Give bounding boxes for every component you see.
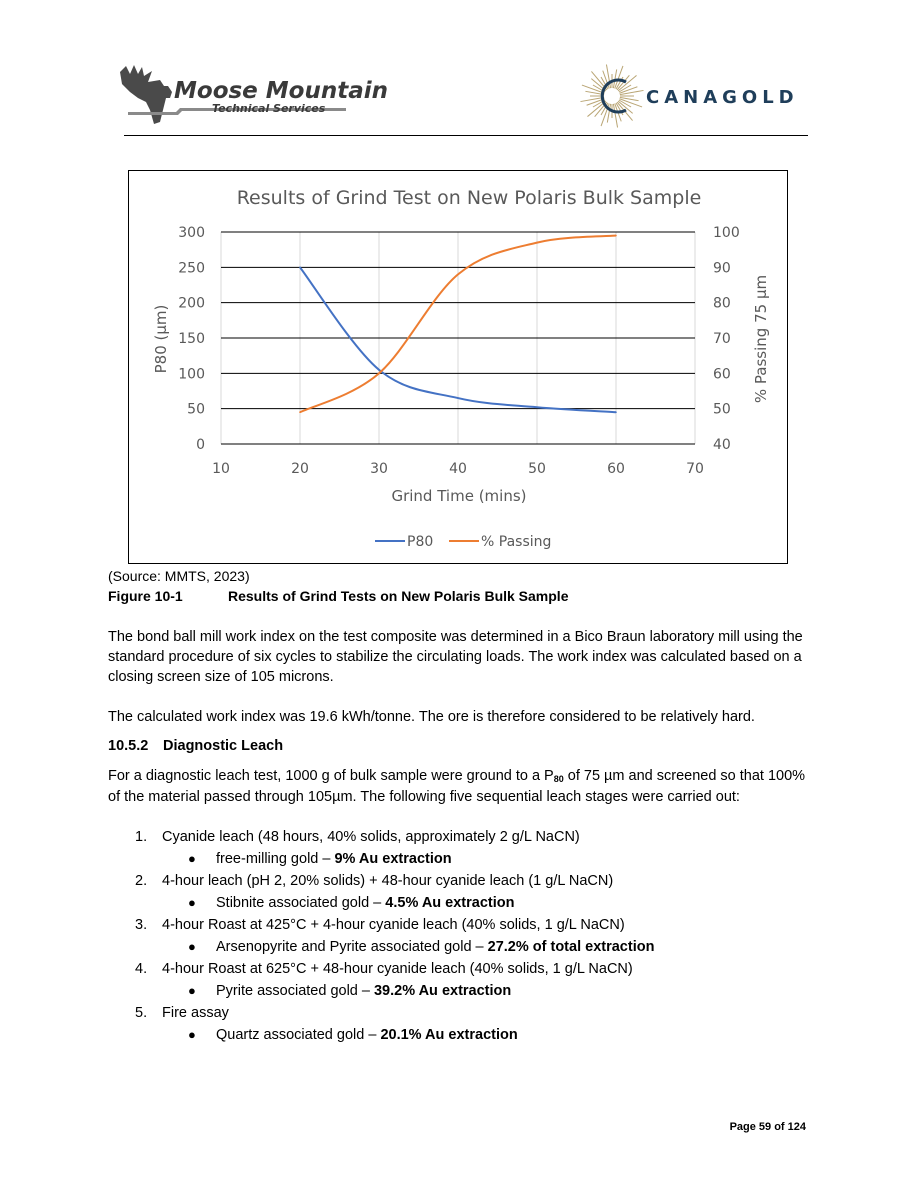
y2-tick-label: 90 [713, 260, 731, 277]
y-tick-label: 200 [178, 295, 205, 312]
bullet-icon: ● [188, 895, 196, 910]
y-tick-label: 100 [178, 366, 205, 383]
sunburst-icon [580, 64, 643, 127]
paragraph-work-index-result: The calculated work index was 19.6 kWh/tonne. The ore is therefore considered to be relatively hard. [108, 709, 755, 725]
data-point [615, 411, 617, 413]
stage-result-bullet [108, 848, 808, 870]
stage-text: Fire assay [162, 1005, 229, 1021]
bullet-icon: ● [188, 939, 196, 954]
canagold-logo [582, 62, 812, 130]
page-number: Page 59 of 124 [729, 1121, 806, 1133]
data-point [299, 267, 301, 269]
stage-item [108, 914, 808, 936]
bullet-text: Quartz associated gold – 20.1% Au extraction [216, 1027, 518, 1043]
moose-icon [120, 65, 172, 124]
bullet-icon: ● [188, 1027, 196, 1042]
bullet-text: Stibnite associated gold – 4.5% Au extraction [216, 895, 515, 911]
stage-item [108, 826, 808, 848]
data-point [299, 411, 301, 413]
paragraph-work-index-method: The bond ball mill work index on the test composite was determined in a Bico Braun laboratory mill using the standard procedure of six cycles to stabilize the circulating loads. The work index was calculated based on a closing screen size of 105 microns. [108, 629, 803, 685]
x-tick-label: 60 [607, 461, 625, 477]
moose-mountain-logo [116, 62, 388, 128]
x-axis-label: Grind Time (mins) [391, 487, 527, 505]
legend-label: % Passing [481, 534, 552, 550]
stage-item [108, 958, 808, 980]
p80-subscript: 80 [553, 774, 564, 784]
section-title: Diagnostic Leach [163, 738, 284, 754]
paragraph-diagnostic-leach [108, 766, 808, 807]
section-heading [108, 738, 283, 754]
logo-name: Moose Mountain [174, 78, 388, 104]
x-tick-label: 50 [528, 461, 546, 477]
data-point [457, 397, 459, 399]
data-point [457, 274, 459, 276]
chart-frame [128, 170, 788, 564]
bullet-text: free-milling gold – 9% Au extraction [216, 851, 452, 867]
stage-result-bullet [108, 892, 808, 914]
y-axis-label: P80 (µm) [152, 304, 170, 374]
y2-axis-label: % Passing 75 µm [752, 274, 770, 404]
y2-tick-label: 50 [713, 401, 731, 418]
bullet-icon: ● [188, 983, 196, 998]
logo-wordmark: CANAGOLD [646, 87, 799, 108]
y-tick-label: 300 [178, 225, 205, 241]
y2-tick-label: 70 [713, 331, 731, 347]
stage-number: 3. [135, 917, 148, 933]
data-point [536, 242, 538, 244]
stage-item [108, 1002, 808, 1024]
y2-tick-label: 40 [713, 437, 731, 453]
y-tick-label: 0 [196, 437, 205, 453]
header-divider [124, 135, 808, 136]
grind-test-chart [129, 171, 787, 563]
chart-title: Results of Grind Test on New Polaris Bulk Sample [236, 187, 702, 209]
legend-label: P80 [407, 534, 434, 550]
x-tick-label: 30 [370, 461, 388, 477]
stage-result-bullet [108, 936, 808, 958]
figure-caption [108, 588, 568, 604]
data-point [536, 406, 538, 408]
data-point [378, 369, 380, 371]
stage-number: 1. [135, 829, 148, 845]
stage-text: 4-hour Roast at 625°C + 48-hour cyanide leach (40% solids, 1 g/L NaCN) [162, 961, 633, 977]
x-tick-label: 10 [212, 461, 230, 477]
p3-text-a: For a diagnostic leach test, 1000 g of bulk sample were ground to a P [108, 768, 554, 784]
leach-stage-list [108, 826, 808, 1046]
stage-text: 4-hour Roast at 425°C + 4-hour cyanide leach (40% solids, 1 g/L NaCN) [162, 917, 625, 933]
bullet-icon: ● [188, 851, 196, 866]
x-tick-label: 70 [686, 461, 704, 477]
data-point [378, 373, 380, 375]
figure-number: Figure 10-1 [108, 588, 183, 604]
y-tick-label: 150 [178, 331, 205, 347]
stage-result-bullet [108, 1024, 808, 1046]
x-tick-label: 20 [291, 461, 309, 477]
y-tick-label: 50 [187, 401, 205, 418]
bullet-text: Pyrite associated gold – 39.2% Au extraction [216, 983, 512, 999]
chart-gridlines [221, 232, 695, 444]
figure-source: (Source: MMTS, 2023) [108, 568, 250, 584]
stage-item [108, 870, 808, 892]
y2-tick-label: 60 [713, 366, 731, 383]
figure-title: Results of Grind Tests on New Polaris Bulk Sample [228, 588, 569, 604]
x-tick-label: 40 [449, 461, 467, 477]
y2-tick-label: 100 [713, 225, 740, 241]
stage-number: 2. [135, 873, 148, 889]
y2-tick-label: 80 [713, 295, 731, 312]
y-tick-label: 250 [178, 260, 205, 277]
stage-number: 5. [135, 1005, 148, 1021]
stage-text: 4-hour leach (pH 2, 20% solids) + 48-hour cyanide leach (1 g/L NaCN) [162, 873, 614, 889]
p3-text-b: of 75 µm and screened so that 100% of the material passed through 105µm. The following five sequential leach stages were carried out: [108, 768, 806, 805]
stage-number: 4. [135, 961, 148, 977]
logo-tagline: Technical Services [212, 102, 326, 115]
data-point [615, 235, 617, 237]
bullet-text: Arsenopyrite and Pyrite associated gold – 27.2% of total extraction [216, 939, 655, 955]
section-number: 10.5.2 [108, 738, 149, 754]
stage-text: Cyanide leach (48 hours, 40% solids, approximately 2 g/L NaCN) [162, 829, 580, 845]
stage-result-bullet [108, 980, 808, 1002]
chart-legend [375, 534, 551, 550]
chart-ticks [178, 225, 739, 477]
